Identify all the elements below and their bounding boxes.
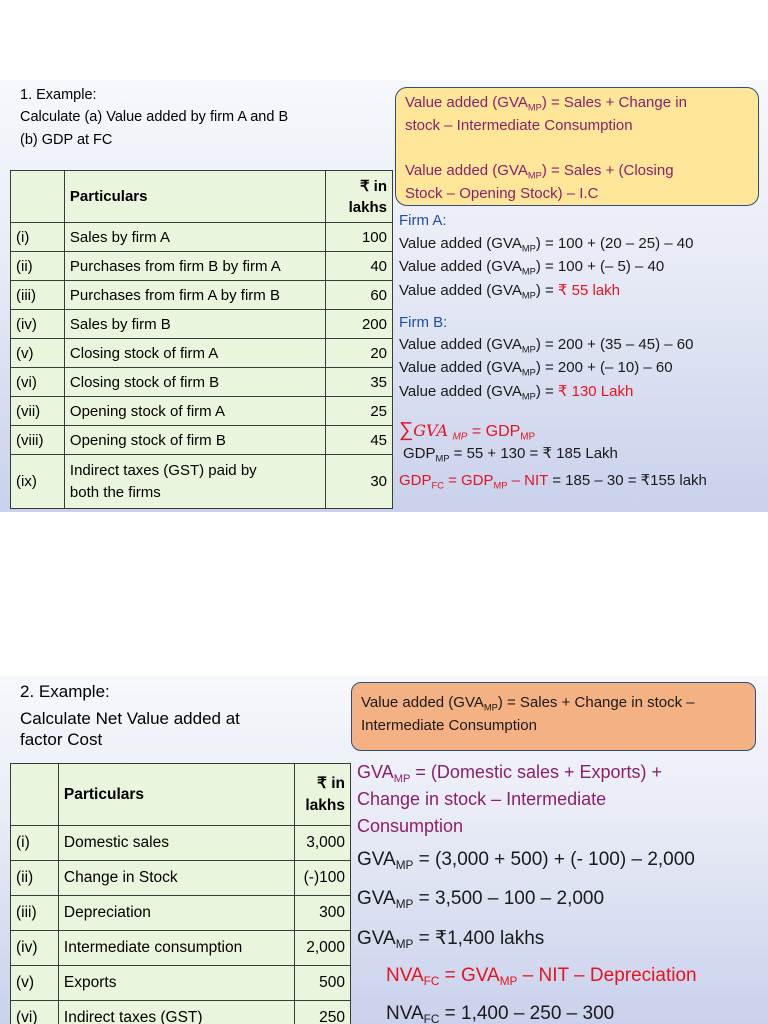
formula-closing-stock: Value added $(GVA_{MP})$ = Sales + (Closing [405, 162, 674, 181]
question-b: (b) GDP at FC [20, 132, 113, 148]
firm-b-step: Value added $(GVA_{MP}) = 200$ + (– 10) – 60 [399, 359, 673, 378]
gva-result: $GVA_{MP}$ = ₹1,400 lakhs [357, 928, 545, 952]
table-row: (ii) Change in Stock (-)100 [11, 861, 351, 896]
formula-change-in-stock: Value added $(GVA_{MP})$ = Sales + Change in [405, 94, 687, 113]
example-1-heading: 1. Example: [20, 87, 97, 103]
formula-box-1 [395, 87, 759, 206]
data-table-1 [10, 170, 393, 509]
gva-formula: $GVA_{MP}$ = (Domestic sales + Exports) + Change in stock – Intermediate Consumption [357, 762, 663, 836]
firm-b-label: Firm B: [399, 314, 448, 331]
table-row: (iii) Depreciation 300 [11, 896, 351, 931]
gva-step: $GVA_{MP} = 3,500 - 100 - 2,000$ [357, 888, 605, 912]
question-a: Calculate (a) Value added by firm A and B [20, 109, 289, 125]
formula-box-2 [351, 682, 756, 751]
firm-a-label: Firm A: [399, 212, 447, 229]
table-row: (v) Exports 500 [11, 966, 351, 1001]
table-header-row [11, 764, 351, 826]
table-row: (iii) Purchases from firm A by firm B 60 [11, 281, 393, 310]
table-header-row [11, 171, 393, 223]
data-table-2 [10, 763, 351, 1024]
table-row: (v) Closing stock of firm A 20 [11, 339, 393, 368]
table-row: (vii) Opening stock of firm A 25 [11, 397, 393, 426]
gva-step: $GVA_{MP} = (3,000 + 500)$ + (- 100) – 2,000 [357, 849, 695, 873]
question-line2: factor Cost [20, 730, 103, 749]
sum-gva-formula: ∑GVA $_{MP} = GDP_{MP}$ [399, 419, 536, 443]
firm-b-result: Value added $(GVA_{MP})$ = ₹ 130 Lakh [399, 383, 634, 402]
table-row: (iv) Intermediate consumption 2,000 [11, 931, 351, 966]
table-row: (ii) Purchases from firm B by firm A 40 [11, 252, 393, 281]
slide-example-1 [0, 80, 768, 512]
question-line1: Calculate Net Value added at [20, 709, 240, 728]
nva-formula: $NVA_{FC} = GVA_{MP}$ – NIT – Depreciation [386, 965, 697, 989]
table-row: (vi) Closing stock of firm B 35 [11, 368, 393, 397]
nva-step: $NVA_{FC} = 1,400 - 250 - 300$ [386, 1003, 615, 1024]
col-particulars: Particulars [64, 171, 325, 223]
firm-a-step: Value added $(GVA_{MP}) = 100$ + (– 5) – 40 [399, 258, 665, 277]
col-unit: ₹ in lakhs [295, 764, 351, 826]
table-row: (iv) Sales by firm B 200 [11, 310, 393, 339]
firm-a-step: Value added $(GVA_{MP}) = 100 + (20 - 25) - 40$ [399, 235, 694, 254]
formula-change-in-stock-line2: stock – Intermediate Consumption [405, 116, 633, 134]
table-row: (i) Domestic sales 3,000 [11, 826, 351, 861]
slide-example-2 [0, 676, 768, 1024]
col-particulars: Particulars [58, 764, 294, 826]
example-2-heading: 2. Example: [20, 682, 110, 701]
formula-value-added-line2: Intermediate Consumption [361, 717, 537, 734]
gdp-mp-line: $GDP_{MP} = 55 + 130$ = ₹ 185 Lakh [403, 445, 618, 464]
formula-closing-stock-line2: Stock – Opening Stock) – I.C [405, 184, 599, 202]
firm-a-result: Value added $(GVA_{MP})$ = ₹ 55 lakh [399, 282, 620, 301]
table-row: (vi) Indirect taxes (GST) 250 [11, 1001, 351, 1024]
gdp-fc-line: $GDP_{FC} = GDP_{MP}$ – NIT = 185 – 30 = ₹155 lakh [399, 472, 707, 491]
table-row: (viii) Opening stock of firm B 45 [11, 426, 393, 455]
col-unit: ₹ in lakhs [326, 171, 393, 223]
table-row: (i) Sales by firm A 100 [11, 223, 393, 252]
table-row: (ix) Indirect taxes (GST) paid by both the firms 30 [11, 455, 393, 509]
formula-value-added: Value added $(GVA_{MP})$ = Sales + Change in stock – [361, 694, 695, 713]
firm-b-step: Value added $(GVA_{MP}) = 200 + (35 - 45) - 60$ [399, 336, 694, 355]
